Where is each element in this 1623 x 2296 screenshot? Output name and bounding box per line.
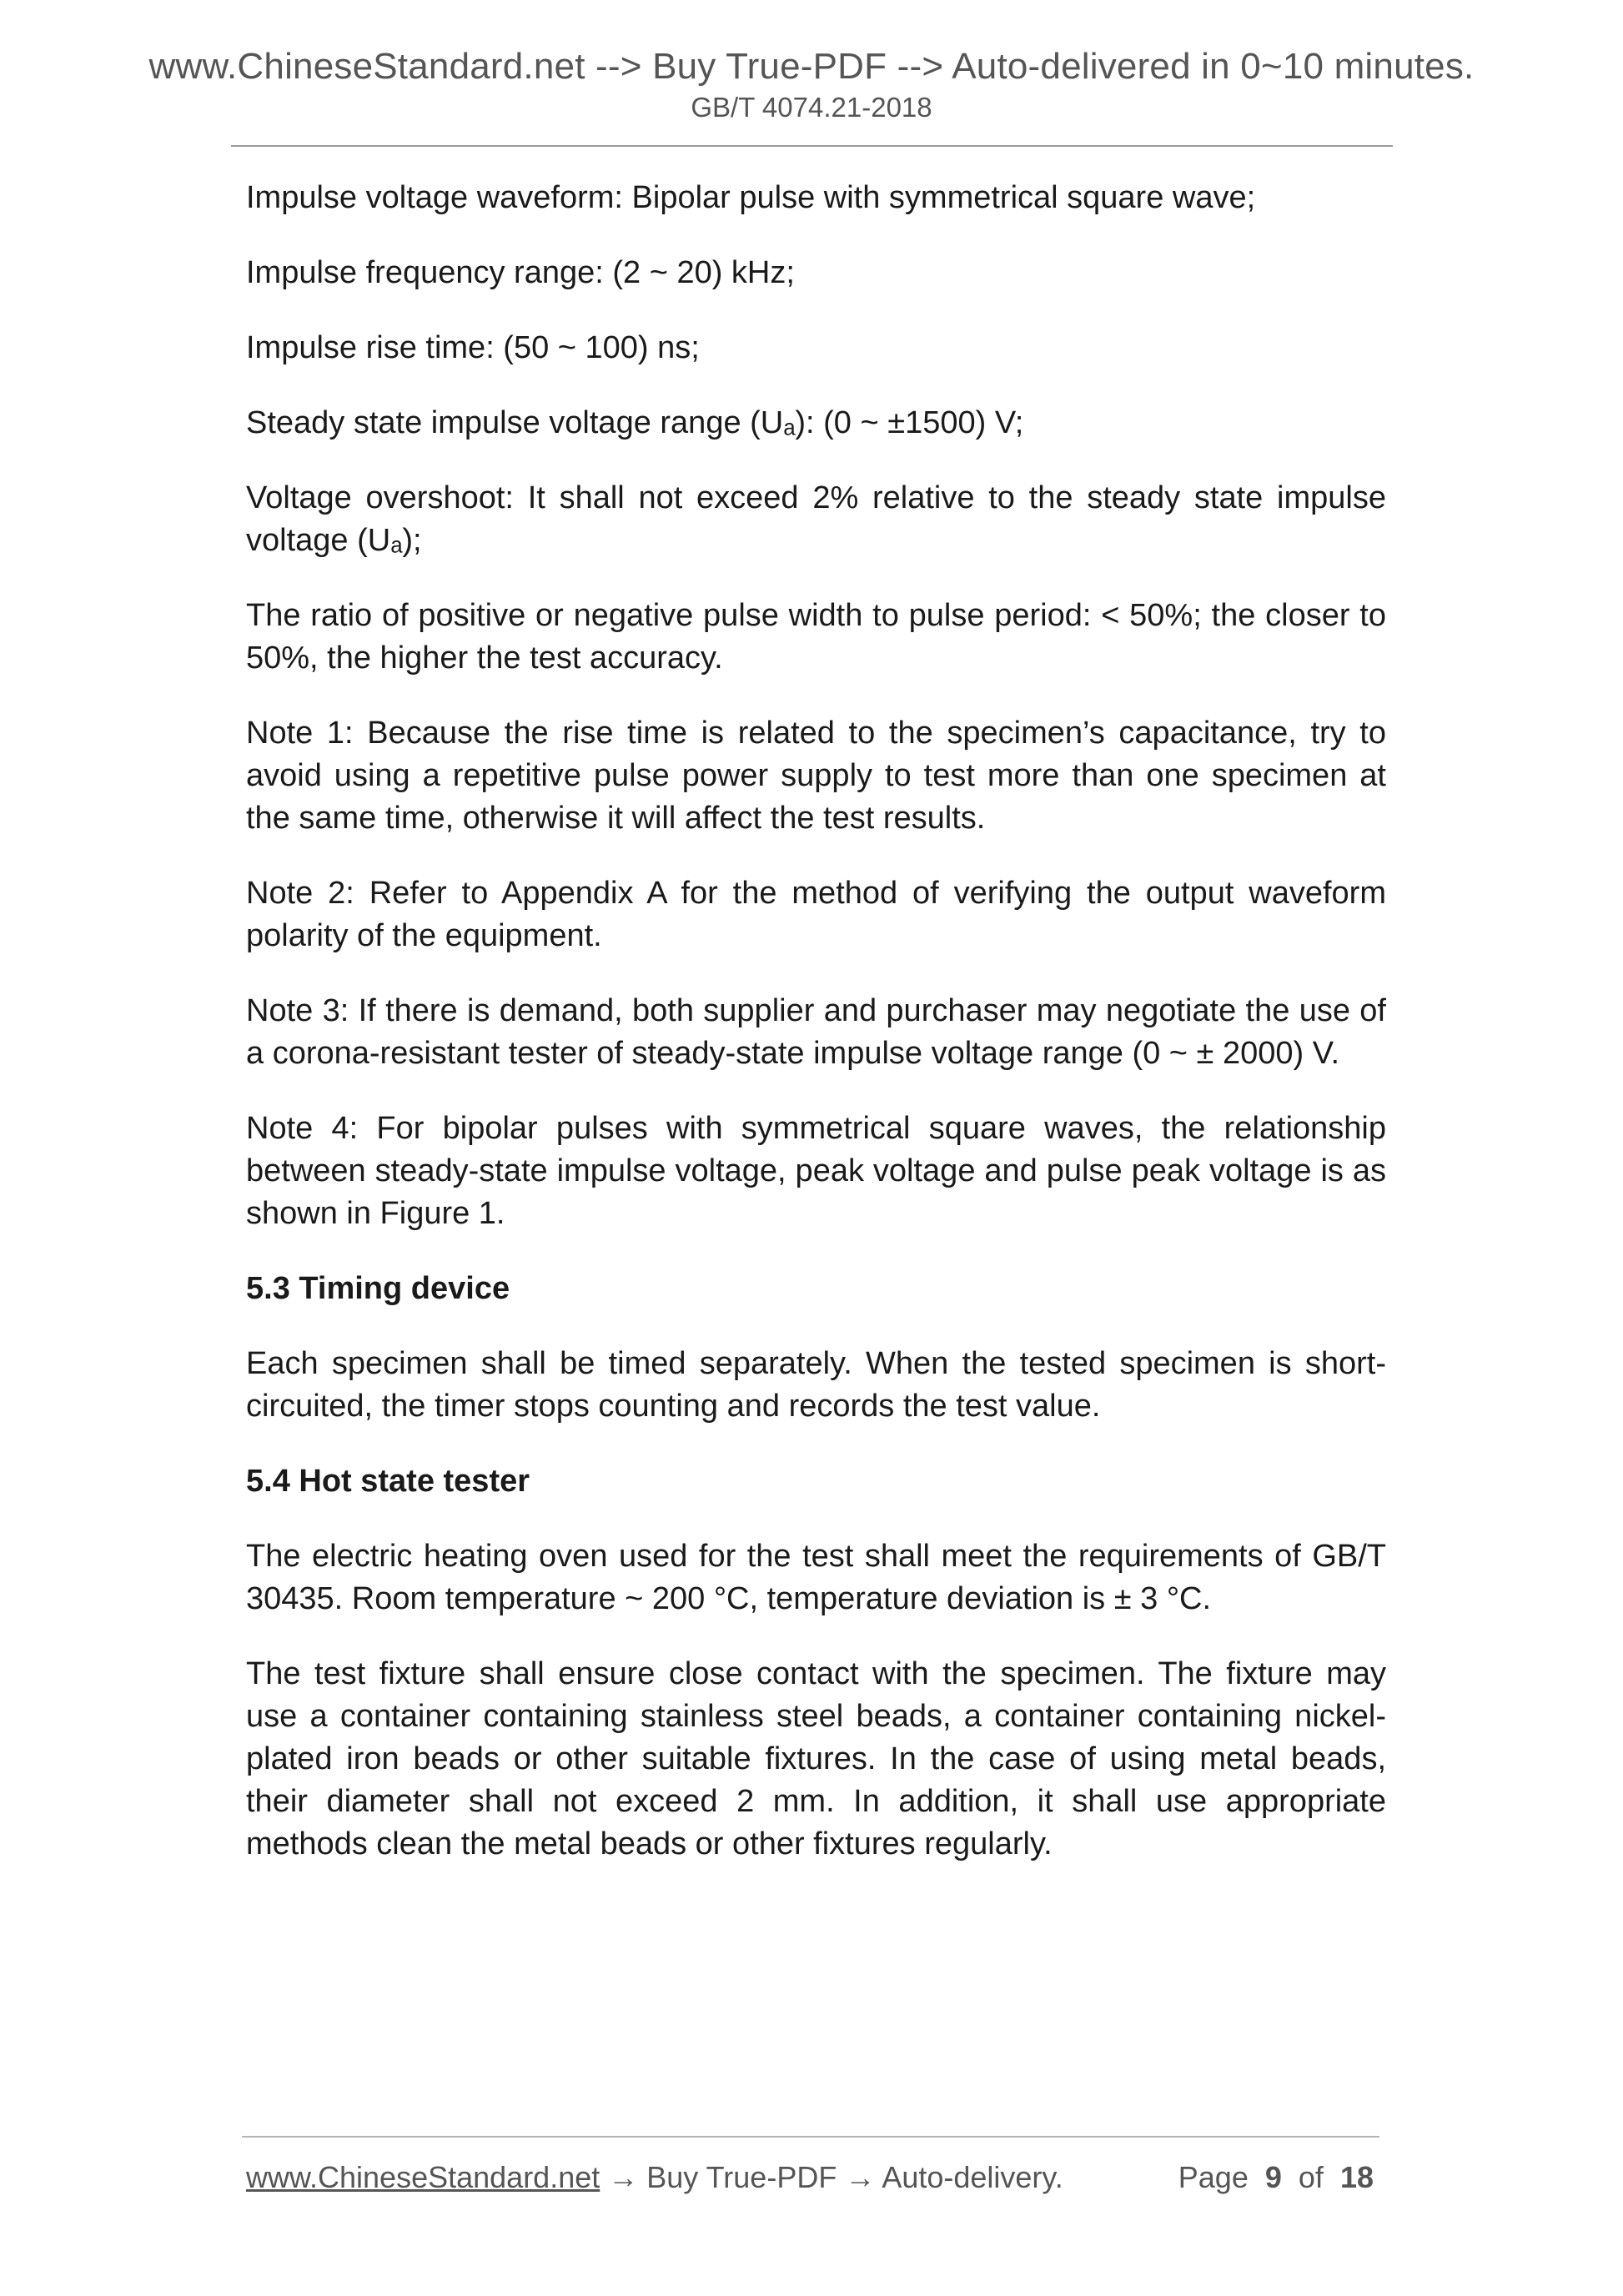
note-1: Note 1: Because the rise time is related to the specimen’s capacitance, try to avoid using a repetitive pulse power supply to test more than one specimen at the same time, otherwise it will affect the test results.: [246, 716, 1386, 836]
impulse-waveform-text: Impulse voltage waveform: Bipolar pulse with symmetrical square wave;: [246, 180, 1256, 215]
footer-website-link[interactable]: www.ChineseStandard.net: [246, 2160, 600, 2194]
of-label: of: [1298, 2160, 1324, 2194]
document-body: [246, 177, 1386, 1898]
test-fixture-text: The test fixture shall ensure close contact with the specimen. The fixture may use a container containing stainless steel beads, a container containing nickel-plated iron beads or other suitable fixtures. In the case of using metal beads, their diameter shall not exceed 2 mm. In addition, it shall use appropriate methods clean the metal beads or other fixtures regularly.: [246, 1656, 1386, 1861]
voltage-range-text: Steady state impulse voltage range (Uₐ): (0 ~ ±1500) V;: [246, 405, 1024, 440]
note-2: Note 2: Refer to Appendix A for the method of verifying the output waveform polarity of the equipment.: [246, 876, 1386, 953]
header-banner: www.ChineseStandard.net --> Buy True-PDF --> Auto-delivered in 0~10 minutes.: [148, 46, 1475, 87]
total-pages: 18: [1339, 2160, 1374, 2194]
page-indicator: [1178, 2158, 1374, 2197]
timing-device-text: Each specimen shall be timed separately. When the tested specimen is short-circuited, the timer stops counting and records the test value.: [246, 1346, 1386, 1424]
impulse-frequency-text: Impulse frequency range: (2 ~ 20) kHz;: [246, 255, 795, 290]
page-header: [0, 43, 1623, 125]
voltage-overshoot-text: Voltage overshoot: It shall not exceed 2% relative to the steady state impulse voltage (Uₐ);: [246, 480, 1386, 558]
note-4: Note 4: For bipolar pulses with symmetrical square waves, the relationship between steady-state impulse voltage, peak voltage and pulse peak voltage is as shown in Figure 1.: [246, 1111, 1386, 1231]
footer-left: [246, 2158, 1063, 2197]
footer-divider: [242, 2136, 1379, 2138]
section-heading-5-3: 5.3 Timing device: [246, 1271, 510, 1306]
heating-oven-text: The electric heating oven used for the test shall meet the requirements of GB/T 30435. Room temperature ~ 200 °C, temperature deviation is ± 3 °C.: [246, 1539, 1386, 1616]
standard-code: GB/T 4074.21-2018: [691, 92, 932, 123]
section-heading-5-4: 5.4 Hot state tester: [246, 1464, 530, 1499]
page-number: 9: [1264, 2160, 1282, 2194]
footer-tagline: → Buy True-PDF → Auto-delivery.: [600, 2160, 1063, 2194]
note-3: Note 3: If there is demand, both supplier and purchaser may negotiate the use of a corona-resistant tester of steady-state impulse voltage range (0 ~ ± 2000) V.: [246, 993, 1386, 1071]
header-divider: [231, 145, 1393, 147]
impulse-rise-time-text: Impulse rise time: (50 ~ 100) ns;: [246, 330, 700, 365]
page-label: Page: [1178, 2160, 1249, 2194]
pulse-width-ratio-text: The ratio of positive or negative pulse width to pulse period: < 50%; the closer to 50%, the higher the test accuracy.: [246, 598, 1386, 676]
